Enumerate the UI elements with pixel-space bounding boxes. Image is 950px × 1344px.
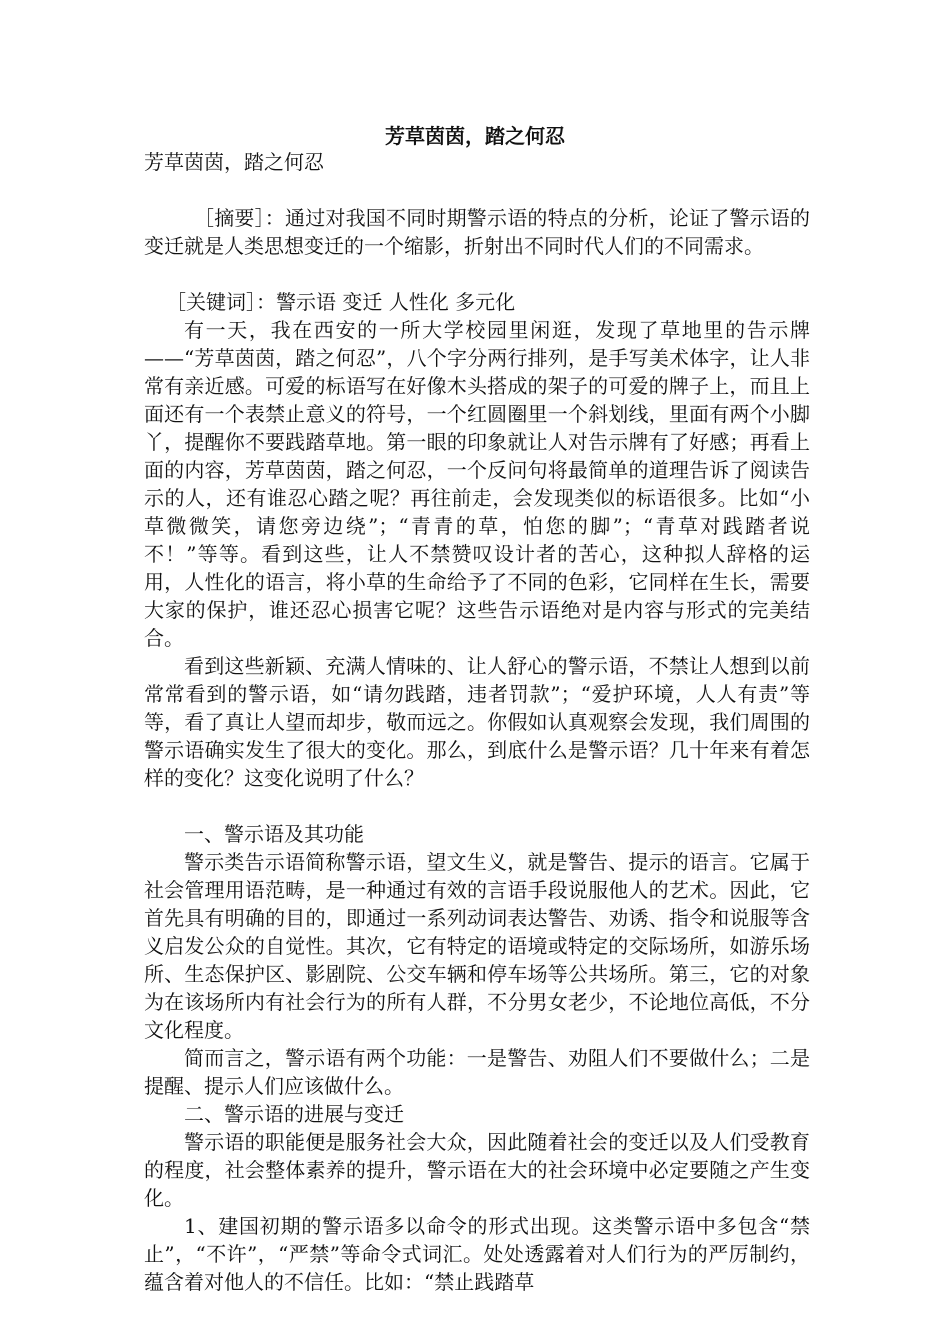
spacer [144,260,810,288]
keywords-line: ［关键词］：警示语 变迁 人性化 多元化 [166,290,516,314]
body-paragraph: 警示类告示语简称警示语，望文生义，就是警告、提示的语言。它属于社会管理用语范畴，是一种通过有效的言语手段说服他人的艺术。因此，它首先具有明确的目的，即通过一系列动词表达警告、劝诱、指令和说服等含义启发公众的自觉性。其次，它有特定的语境或特定的交际场所，如游乐场所、生态保护区、影剧院、公交车辆和停车场等公共场所。第三，它的对象为在该场所内有社会行为的所有人群，不分男女老少，不论地位高低，不分文化程度。 [144,850,810,1042]
section-heading-1: 一、警示语及其功能 [184,822,364,846]
document-body [144,148,810,1296]
document-subtitle: 芳草茵茵，踏之何忍 [144,150,324,174]
body-paragraph: 看到这些新颖、充满人情味的、让人舒心的警示语，不禁让人想到以前常常看到的警示语，如“请勿践踏，违者罚款”；“爱护环境，人人有责”等等，看了真让人望而却步，敬而远之。你假如认真观察会发现，我们周围的警示语确实发生了很大的变化。那么，到底什么是警示语？几十年来有着怎样的变化？这变化说明了什么？ [144,654,810,790]
section-heading-2: 二、警示语的进展与变迁 [184,1102,404,1126]
body-paragraph: 1、建国初期的警示语多以命令的形式出现。这类警示语中多包含“禁止”，“不许”，“严禁”等命令式词汇。处处透露着对人们行为的严厉制约，蕴含着对他人的不信任。比如：“禁止践踏草 [144,1214,810,1294]
abstract-paragraph: ［摘要］：通过对我国不同时期警示语的特点的分析，论证了警示语的变迁就是人类思想变迁的一个缩影，折射出不同时代人们的不同需求。 [144,206,810,258]
body-paragraph: 警示语的职能便是服务社会大众，因此随着社会的变迁以及人们受教育的程度，社会整体素养的提升，警示语在大的社会环境中必定要随之产生变化。 [144,1130,810,1210]
spacer [144,792,810,820]
body-paragraph: 有一天，我在西安的一所大学校园里闲逛，发现了草地里的告示牌——“芳草茵茵，踏之何忍”，八个字分两行排列，是手写美术体字，让人非常有亲近感。可爱的标语写在好像木头搭成的架子的可爱的牌子上，而且上面还有一个表禁止意义的符号，一个红圆圈里一个斜划线，里面有两个小脚丫，提醒你不要践踏草地。第一眼的印象就让人对告示牌有了好感；再看上面的内容，芳草茵茵，踏之何忍，一个反问句将最简单的道理告诉了阅读告示的人，还有谁忍心踏之呢？再往前走，会发现类似的标语很多。比如“小草微微笑，请您旁边绕”；“青青的草，怕您的脚”；“青草对践踏者说不！”等等。看到这些，让人不禁赞叹设计者的苦心，这种拟人辞格的运用，人性化的语言，将小草的生命给予了不同的色彩，它同样在生长，需要大家的保护，谁还忍心损害它呢？这些告示语绝对是内容与形式的完美结合。 [144,318,810,650]
spacer [144,176,810,204]
body-paragraph: 简而言之，警示语有两个功能：一是警告、劝阻人们不要做什么；二是提醒、提示人们应该做什么。 [144,1046,810,1098]
document-title: 芳草茵茵，踏之何忍 [385,124,565,148]
